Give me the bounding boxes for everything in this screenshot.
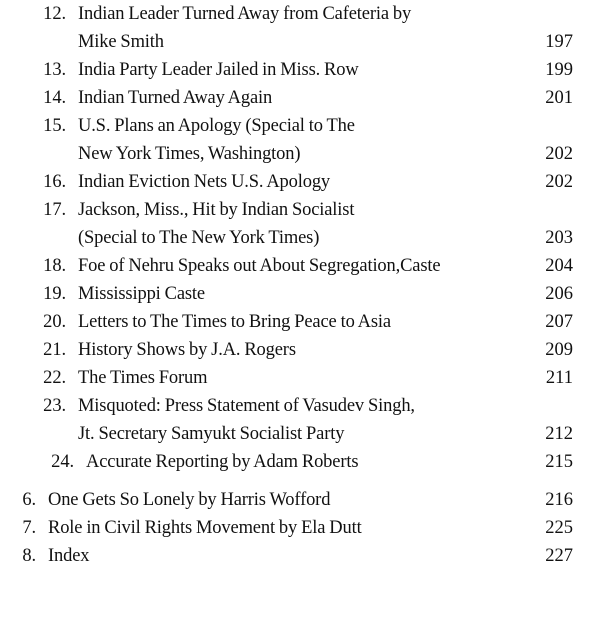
toc-entry-title-line: New York Times, Washington) xyxy=(78,144,301,164)
toc-entry-page-number: 199 xyxy=(545,60,573,80)
toc-entry-title-line: Indian Eviction Nets U.S. Apology xyxy=(78,172,331,192)
toc-entry-number: 16. xyxy=(43,172,66,192)
toc-entry-page-number: 212 xyxy=(545,424,573,444)
toc-entry-number: 19. xyxy=(43,284,66,304)
toc-entry[interactable] xyxy=(0,196,600,252)
toc-entry-title xyxy=(66,364,536,392)
toc-entry-title xyxy=(66,56,536,84)
toc-entry-page-number: 201 xyxy=(545,88,573,108)
toc-entry-title-line: (Special to The New York Times) xyxy=(78,228,320,248)
toc-entry-page-number: 203 xyxy=(545,228,573,248)
toc-entry-title-line: Indian Turned Away Again xyxy=(78,88,273,108)
toc-entry-number: 15. xyxy=(43,116,66,136)
toc-entry-title xyxy=(66,392,536,448)
toc-entry-title-line: Index xyxy=(48,546,90,566)
toc-entry-title xyxy=(36,486,536,514)
toc-entry-title-line: Letters to The Times to Bring Peace to Asia xyxy=(78,312,391,332)
toc-entry-page-number: 211 xyxy=(545,368,573,388)
toc-entry-number: 24. xyxy=(51,452,74,472)
toc-entry-title xyxy=(36,514,536,542)
toc-entry[interactable] xyxy=(0,392,600,448)
toc-entry[interactable] xyxy=(0,448,600,476)
toc-entry-page-number: 204 xyxy=(545,256,573,276)
toc-entry-page-number: 216 xyxy=(545,490,573,510)
toc-entry-title-line: Accurate Reporting by Adam Roberts xyxy=(86,452,359,472)
toc-entry-number: 12. xyxy=(43,4,66,24)
toc-entry[interactable] xyxy=(0,168,600,196)
toc-entry-page-number: 207 xyxy=(545,312,573,332)
toc-entry-number: 7. xyxy=(22,518,36,538)
toc-entry-title xyxy=(74,448,536,476)
toc-entry-number: 17. xyxy=(43,200,66,220)
toc-entry-title-line: History Shows by J.A. Rogers xyxy=(78,340,296,360)
toc-entry-title-line: Mississippi Caste xyxy=(78,284,205,304)
toc-entry-title xyxy=(66,196,536,252)
toc-entry-title xyxy=(66,84,536,112)
toc-entry-page-number: 209 xyxy=(545,340,573,360)
toc-entry-title-line: One Gets So Lonely by Harris Wofford xyxy=(48,490,331,510)
toc-entry-number: 14. xyxy=(43,88,66,108)
section-gap xyxy=(0,476,600,486)
toc-entry-title-line: Jackson, Miss., Hit by Indian Socialist xyxy=(78,200,355,220)
toc-entry[interactable] xyxy=(0,308,600,336)
toc-entry-title xyxy=(66,280,536,308)
toc-entry-number: 21. xyxy=(43,340,66,360)
toc-entry-title-line: Indian Leader Turned Away from Cafeteria by xyxy=(78,4,412,24)
toc-entry[interactable] xyxy=(0,252,600,280)
toc-entry-title-line: Mike Smith xyxy=(78,32,164,52)
toc-entry-title-line: The Times Forum xyxy=(78,368,208,388)
toc-entry-page-number: 202 xyxy=(545,144,573,164)
toc-entry[interactable] xyxy=(0,542,600,570)
toc-entry-title xyxy=(66,252,536,280)
toc-entry-number: 8. xyxy=(22,546,36,566)
toc-entry-title-line: Misquoted: Press Statement of Vasudev Singh, xyxy=(78,396,415,416)
toc-entry-number: 20. xyxy=(43,312,66,332)
toc-entry[interactable] xyxy=(0,0,600,56)
toc-entry-title xyxy=(36,542,536,570)
toc-entry-title-line: Jt. Secretary Samyukt Socialist Party xyxy=(78,424,345,444)
toc-entry-number: 23. xyxy=(43,396,66,416)
toc-entry[interactable] xyxy=(0,84,600,112)
toc-entry-title xyxy=(66,112,536,168)
toc-entry-number: 13. xyxy=(43,60,66,80)
toc-entry[interactable] xyxy=(0,280,600,308)
toc-entry-title xyxy=(66,308,536,336)
toc-entry-page-number: 202 xyxy=(545,172,573,192)
toc-entry[interactable] xyxy=(0,364,600,392)
toc-entry-title-line: Foe of Nehru Speaks out About Segregation,Caste xyxy=(78,256,441,276)
toc-entry-title-line: U.S. Plans an Apology (Special to The xyxy=(78,116,355,136)
toc-entry-number: 18. xyxy=(43,256,66,276)
toc-entry-page-number: 215 xyxy=(545,452,573,472)
toc-entry-page-number: 197 xyxy=(545,32,573,52)
toc-entry-title xyxy=(66,336,536,364)
toc-entry-title-line: Role in Civil Rights Movement by Ela Dutt xyxy=(48,518,362,538)
toc-entry-number: 22. xyxy=(43,368,66,388)
toc-entry[interactable] xyxy=(0,486,600,514)
toc-entry[interactable] xyxy=(0,336,600,364)
toc-entry-number: 6. xyxy=(22,490,36,510)
toc-entry-page-number: 206 xyxy=(545,284,573,304)
toc-entry-title xyxy=(66,168,536,196)
toc-entry-page-number: 225 xyxy=(545,518,573,538)
toc-entry[interactable] xyxy=(0,56,600,84)
toc-entry[interactable] xyxy=(0,514,600,542)
toc-entry-title-line: India Party Leader Jailed in Miss. Row xyxy=(78,60,359,80)
toc-entry[interactable] xyxy=(0,112,600,168)
toc-entry-title xyxy=(66,0,536,56)
toc-entry-page-number: 227 xyxy=(545,546,573,566)
